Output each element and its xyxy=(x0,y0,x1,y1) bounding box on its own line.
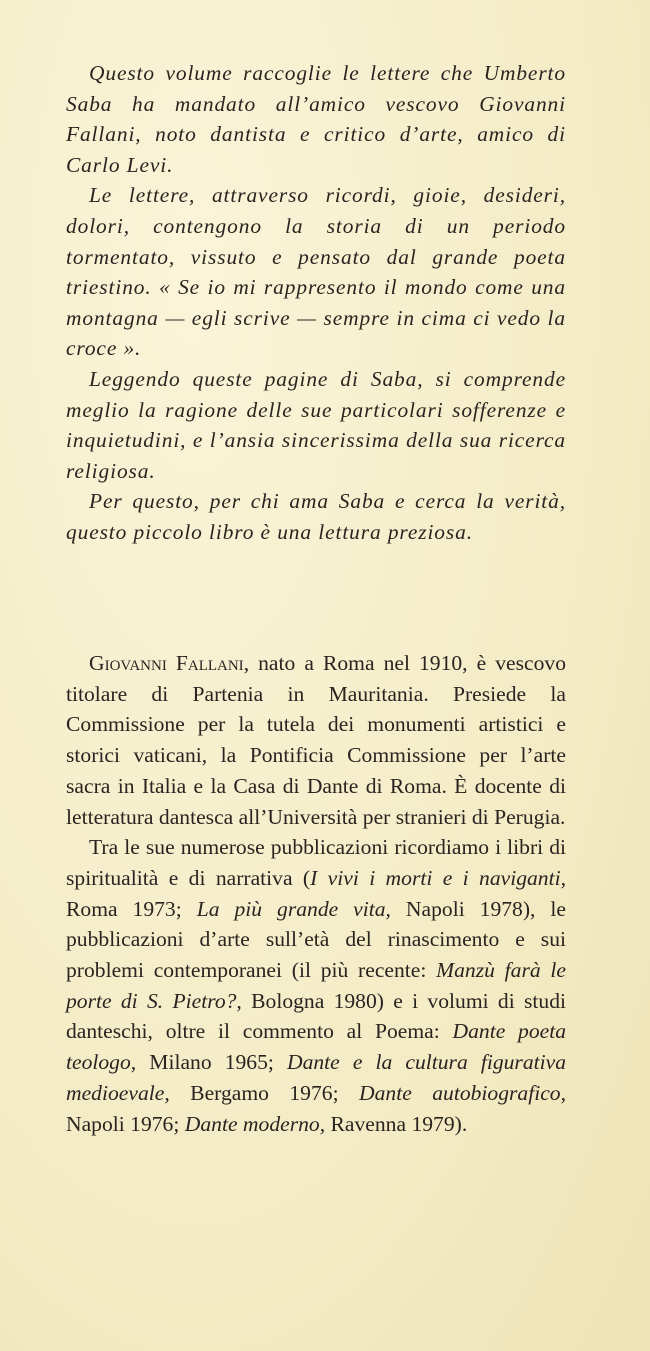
book-title: Manzù farà le porte di S. Pietro?, xyxy=(66,958,566,1013)
book-blurb xyxy=(66,58,566,548)
book-title: Dante e la cultura figurativa medioevale, xyxy=(66,1050,567,1105)
book-title: I vivi i morti e i naviganti, xyxy=(310,865,566,890)
bio-paragraph-2 xyxy=(66,832,566,1139)
bio-text: Ravenna 1979). xyxy=(325,1111,468,1136)
bio-text: Napoli 1978), le pubblicazioni d’arte sull’età del rinascimento e sui problemi contemporanei (il più recente: xyxy=(66,896,566,983)
author-bio xyxy=(66,648,566,1139)
blurb-paragraph-2: Le lettere, attraverso ricordi, gioie, desideri, dolori, contengono la storia di un periodo tormentato, vissuto e pensato dal grande poeta triestino. « Se io mi rappresento il mondo come una montagna — egli scrive — sempre in cima ci vedo la croce ». xyxy=(66,183,566,361)
book-title: Dante autobiografico, xyxy=(359,1080,566,1105)
blurb-paragraph-3: Leggendo queste pagine di Saba, si comprende meglio la ragione delle sue particolari sofferenze e inquietudini, e l’ansia sincerissima della sua ricerca religiosa. xyxy=(66,366,566,483)
bio-text: Roma 1973; xyxy=(66,896,197,921)
blurb-paragraph-4: Per questo, per chi ama Saba e cerca la verità, questo piccolo libro è una lettura preziosa. xyxy=(66,489,566,544)
bio-paragraph-1 xyxy=(66,648,566,832)
author-name: Giovanni Fallani xyxy=(89,651,244,675)
bio-text: Napoli 1976; xyxy=(66,1111,185,1136)
book-title: Dante poeta teologo, xyxy=(66,1019,566,1075)
book-title: La più grande vita, xyxy=(196,896,391,921)
bio-text: Tra le sue numerose pubblicazioni ricordiamo i libri di spiritualità e di narrativa ( xyxy=(66,835,566,890)
bio-text: Bergamo 1976; xyxy=(169,1080,360,1105)
blurb-paragraph-1: Questo volume raccoglie le lettere che Umberto Saba ha mandato all’amico vescovo Giovanni Fallani, noto dantista e critico d’arte, amico di Carlo Levi. xyxy=(66,61,566,177)
book-title: Dante moderno, xyxy=(184,1111,326,1136)
bio-text: Milano 1965; xyxy=(136,1050,287,1075)
bio-text: Bologna 1980) e i volumi di studi danteschi, oltre il commento al Poema: xyxy=(66,988,566,1044)
bio-text: , nato a Roma nel 1910, è vescovo titolare di Partenia in Mauritania. Presiede la Commissione per la tutela dei monumenti artistici e storici vaticani, la Pontificia Commissione per l’arte sacra in Italia e la Casa di Dante di Roma. È docente di letteratura dantesca all’Università per stranieri di Perugia. xyxy=(66,651,566,829)
